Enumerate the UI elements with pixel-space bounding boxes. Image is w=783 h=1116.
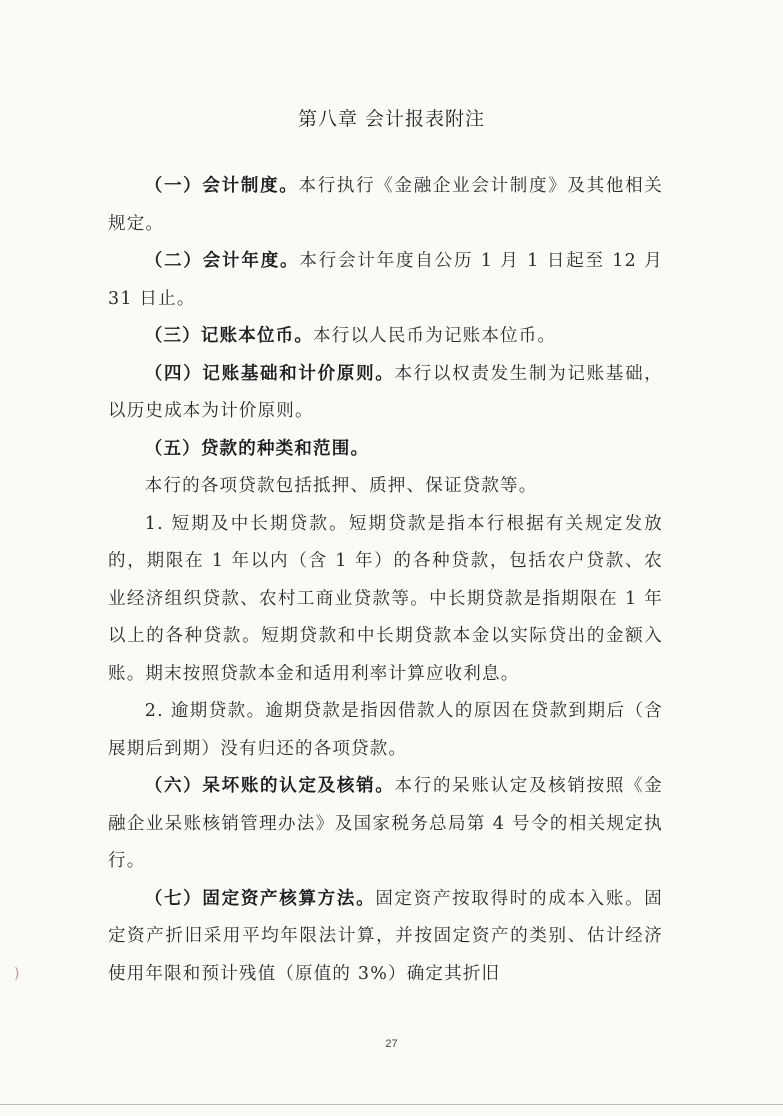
paragraph-text: 固定资产按取得时的成本入账。固定资产折旧采用平均年限法计算，并按固定资产的类别、估计经济使用年限和预计残值（原值的 3%）确定其折旧 [108, 888, 663, 984]
paragraph-heading: （一）会计制度。 [144, 176, 299, 196]
page-number: 27 [385, 1038, 398, 1050]
paragraph-loan-scope [108, 468, 663, 506]
paragraph-text: 本行会计年度自公历 1 月 1 日起至 12 月 31 日止。 [108, 251, 663, 309]
paragraph-heading: （七）固定资产核算方法。 [144, 888, 376, 909]
paragraph-heading: （六）呆坏账的认定及核销。 [144, 776, 395, 796]
paragraph-heading: （三）记账本位币。 [144, 326, 314, 346]
paragraph-heading: （五）贷款的种类和范围。 [144, 438, 370, 459]
paragraph-text: 本行以权责发生制为记账基础，以历史成本为计价原则。 [108, 363, 663, 421]
paragraph-fiscal-year [108, 243, 663, 318]
chapter-title: 第八章 会计报表附注 [297, 108, 486, 130]
paragraph-short-medium-loans [108, 506, 663, 694]
paragraph-text: 本行以人民币为记账本位币。 [313, 326, 557, 346]
paragraph-heading: （四）记账基础和计价原则。 [144, 363, 395, 384]
paragraph-overdue-loans [108, 693, 663, 768]
paragraph-fixed-assets [108, 881, 663, 994]
paragraph-text: 2. 逾期贷款。逾期贷款是指因借款人的原因在贷款到期后（含展期后到期）没有归还的各项贷款。 [108, 701, 663, 759]
paragraph-text: 本行执行《金融企业会计制度》及其他相关规定。 [108, 176, 663, 234]
page-bottom-edge [0, 1104, 783, 1105]
paragraph-bad-debts [108, 768, 663, 881]
paragraph-text: 本行的呆账认定及核销按照《金融企业呆账核销管理办法》及国家税务总局第 4 号令的相关规定执行。 [108, 776, 663, 871]
paragraph-accounting-basis [108, 356, 663, 431]
body-text [108, 168, 663, 993]
paragraph-text: 1. 短期及中长期贷款。短期贷款是指本行根据有关规定发放的，期限在 1 年以内（含 1 年）的各种贷款，包括农户贷款、农业经济组织贷款、农村工商业贷款等。中长期贷款是指期限在 1 年以上的各种贷款。短期贷款和中长期贷款本金以实际贷出的金额入账。期末按照贷款本金和适用利率计算应收利息。 [108, 513, 663, 684]
paragraph-loan-types [108, 431, 663, 469]
paragraph-currency [108, 318, 663, 356]
paragraph-accounting-system [108, 168, 663, 243]
paragraph-heading: （二）会计年度。 [144, 251, 300, 271]
paragraph-text: 本行的各项贷款包括抵押、质押、保证贷款等。 [144, 476, 538, 496]
margin-mark: ) [14, 966, 20, 982]
